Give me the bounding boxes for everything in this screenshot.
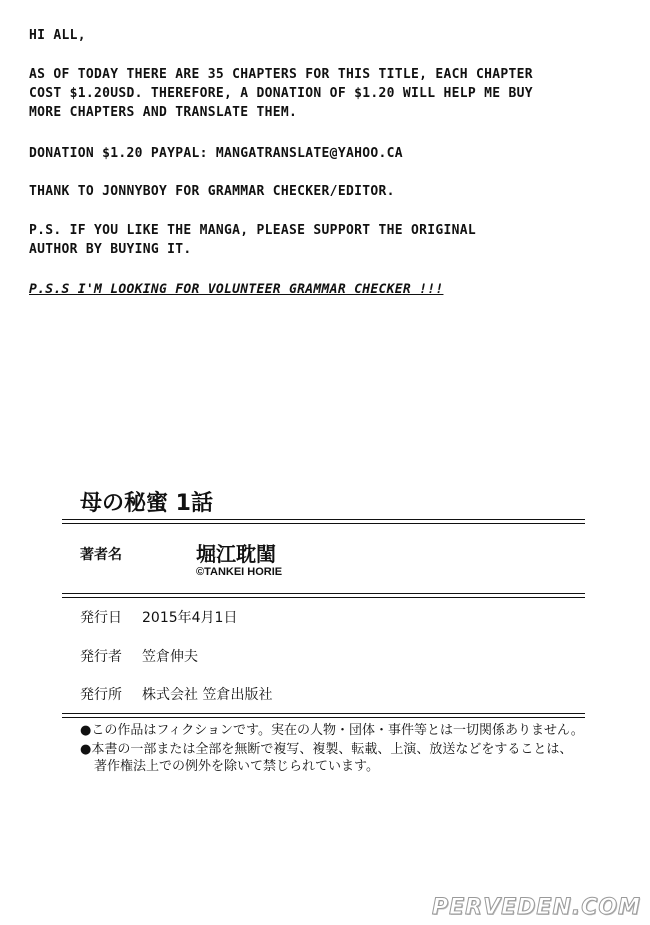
notice-copyright-cont bbox=[80, 758, 600, 775]
author-name: 堀江耽閨 bbox=[196, 542, 276, 566]
notice-copyright: ●本書の一部または全部を無断で複写、複製、転載、上演、放送などをすることは、 bbox=[80, 742, 573, 757]
author-copyright: ©TANKEI HORIE bbox=[196, 566, 283, 578]
notice-rule-top bbox=[62, 713, 585, 714]
publish-date-value: 2015年4月1日 bbox=[142, 610, 238, 626]
note-pss: P.S.S I'M LOOKING FOR VOLUNTEER GRAMMAR CHECKER !!! bbox=[29, 282, 444, 297]
publishing-house-value: 株式会社 笠倉出版社 bbox=[142, 687, 273, 703]
watermark-logo: PERVEDEN.COM bbox=[432, 895, 641, 920]
author-label: 著者名 bbox=[80, 547, 122, 563]
publishing-house-label: 発行所 bbox=[80, 687, 122, 703]
publisher-value: 笠倉伸夫 bbox=[142, 649, 198, 665]
note-chapters: AS OF TODAY THERE ARE 35 CHAPTERS FOR THIS TITLE, EACH CHAPTER COST $1.20USD. THEREFORE, A DONATION OF $1.20 WILL HELP ME BUY MORE CHAPTERS AND TRANSLATE THEM. bbox=[29, 67, 533, 120]
note-donation: DONATION $1.20 PAYPAL: MANGATRANSLATE@YAHOO.CA bbox=[29, 146, 403, 161]
note-ps: P.S. IF YOU LIKE THE MANGA, PLEASE SUPPORT THE ORIGINAL AUTHOR BY BUYING IT. bbox=[29, 223, 476, 257]
publish-date-label: 発行日 bbox=[80, 610, 122, 626]
colophon-title: 母の秘蜜 1話 bbox=[80, 491, 213, 516]
publisher-label: 発行者 bbox=[80, 649, 122, 665]
note-thanks: THANK TO JONNYBOY FOR GRAMMAR CHECKER/EDITOR. bbox=[29, 184, 395, 199]
notice-rule-bottom bbox=[62, 717, 585, 718]
notice-copyright-cont-text: 著作権法上での例外を除いて禁じられています。 bbox=[94, 759, 379, 774]
author-rule-top bbox=[62, 593, 585, 594]
author-rule-bottom bbox=[62, 597, 585, 598]
note-greeting: HI ALL, bbox=[29, 28, 86, 43]
title-rule-top bbox=[62, 519, 585, 520]
notice-fiction: ●この作品はフィクションです。実在の人物・団体・事件等とは一切関係ありません。 bbox=[80, 723, 584, 738]
title-rule-bottom bbox=[62, 523, 585, 524]
